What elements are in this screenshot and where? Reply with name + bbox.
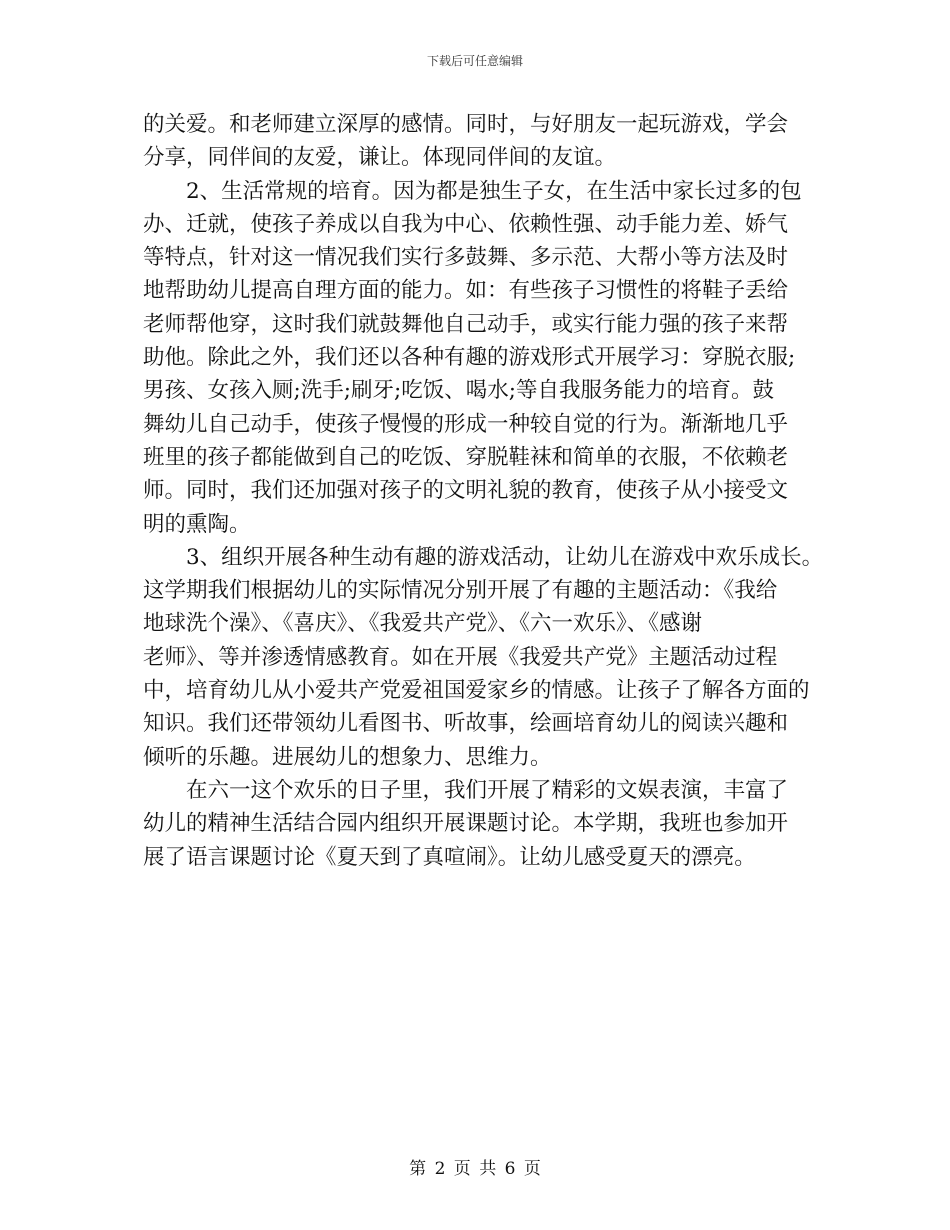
- body-line: 幼儿的精神生活结合园内组织开展课题讨论。本学期，我班也参加开: [143, 811, 789, 837]
- body-line: 的关爱。和老师建立深厚的感情。同时，与好朋友一起玩游戏，学会: [143, 112, 789, 137]
- body-line: 这学期我们根据幼儿的实际情况分别开展了有趣的主题活动：《我给: [143, 578, 778, 604]
- body-line: 明的熏陶。: [143, 511, 251, 537]
- body-line: 展了语言课题讨论《夏天到了真喧闹》。让幼儿感受夏天的漂亮。: [143, 844, 756, 870]
- body-line: 舞幼儿自己动手，使孩子慢慢的形成一种较自觉的行为。渐渐地几乎: [143, 411, 789, 437]
- body-line: 地球洗个澡》、《喜庆》、《我爱共产党》、《六一欢乐》、《感谢: [143, 611, 703, 637]
- body-line: 中，培育幼儿从小爱共产党爱祖国爱家乡的情感。让孩子了解各方面的: [143, 678, 810, 704]
- document-body: [143, 108, 833, 874]
- body-line: 分享，同伴间的友爱，谦让。体现同伴间的友谊。: [143, 145, 617, 171]
- page-footer: 第 2 页 共 6 页: [409, 1159, 541, 1179]
- body-line: 办、迁就，使孩子养成以自我为中心、依赖性强、动手能力差、娇气: [143, 211, 789, 237]
- body-line: 地帮助幼儿提高自理方面的能力。如：有些孩子习惯性的将鞋子丢给: [143, 278, 789, 304]
- body-line: 老师帮他穿，这时我们就鼓舞他自己动手，或实行能力强的孩子来帮: [143, 311, 789, 337]
- body-line: 2、生活常规的培育。因为都是独生子女，在生活中家长过多的包: [143, 178, 802, 204]
- body-line: 助他。除此之外，我们还以各种有趣的游戏形式开展学习：穿脱衣服;: [143, 345, 796, 371]
- body-line: 倾听的乐趣。进展幼儿的想象力、思维力。: [143, 744, 552, 770]
- body-line: 在六一这个欢乐的日子里，我们开展了精彩的文娱表演，丰富了: [143, 777, 789, 803]
- body-line: 老师》、等并渗透情感教育。如在开展《我爱共产党》主题活动过程: [143, 644, 778, 670]
- body-line: 男孩、女孩入厕;洗手;刷牙;吃饭、喝水;等自我服务能力的培育。鼓: [143, 378, 774, 404]
- body-line: 等特点，针对这一情况我们实行多鼓舞、多示范、大帮小等方法及时: [143, 245, 789, 271]
- body-line: 班里的孩子都能做到自己的吃饭、穿脱鞋袜和简单的衣服，不依赖老: [143, 444, 789, 470]
- page-header: 下载后可任意编辑: [426, 54, 523, 68]
- body-line: 知识。我们还带领幼儿看图书、听故事，绘画培育幼儿的阅读兴趣和: [143, 711, 789, 737]
- body-line: 师。同时，我们还加强对孩子的文明礼貌的教育，使孩子从小接受文: [143, 478, 789, 504]
- body-line: 3、组织开展各种生动有趣的游戏活动，让幼儿在游戏中欢乐成长。: [143, 544, 824, 570]
